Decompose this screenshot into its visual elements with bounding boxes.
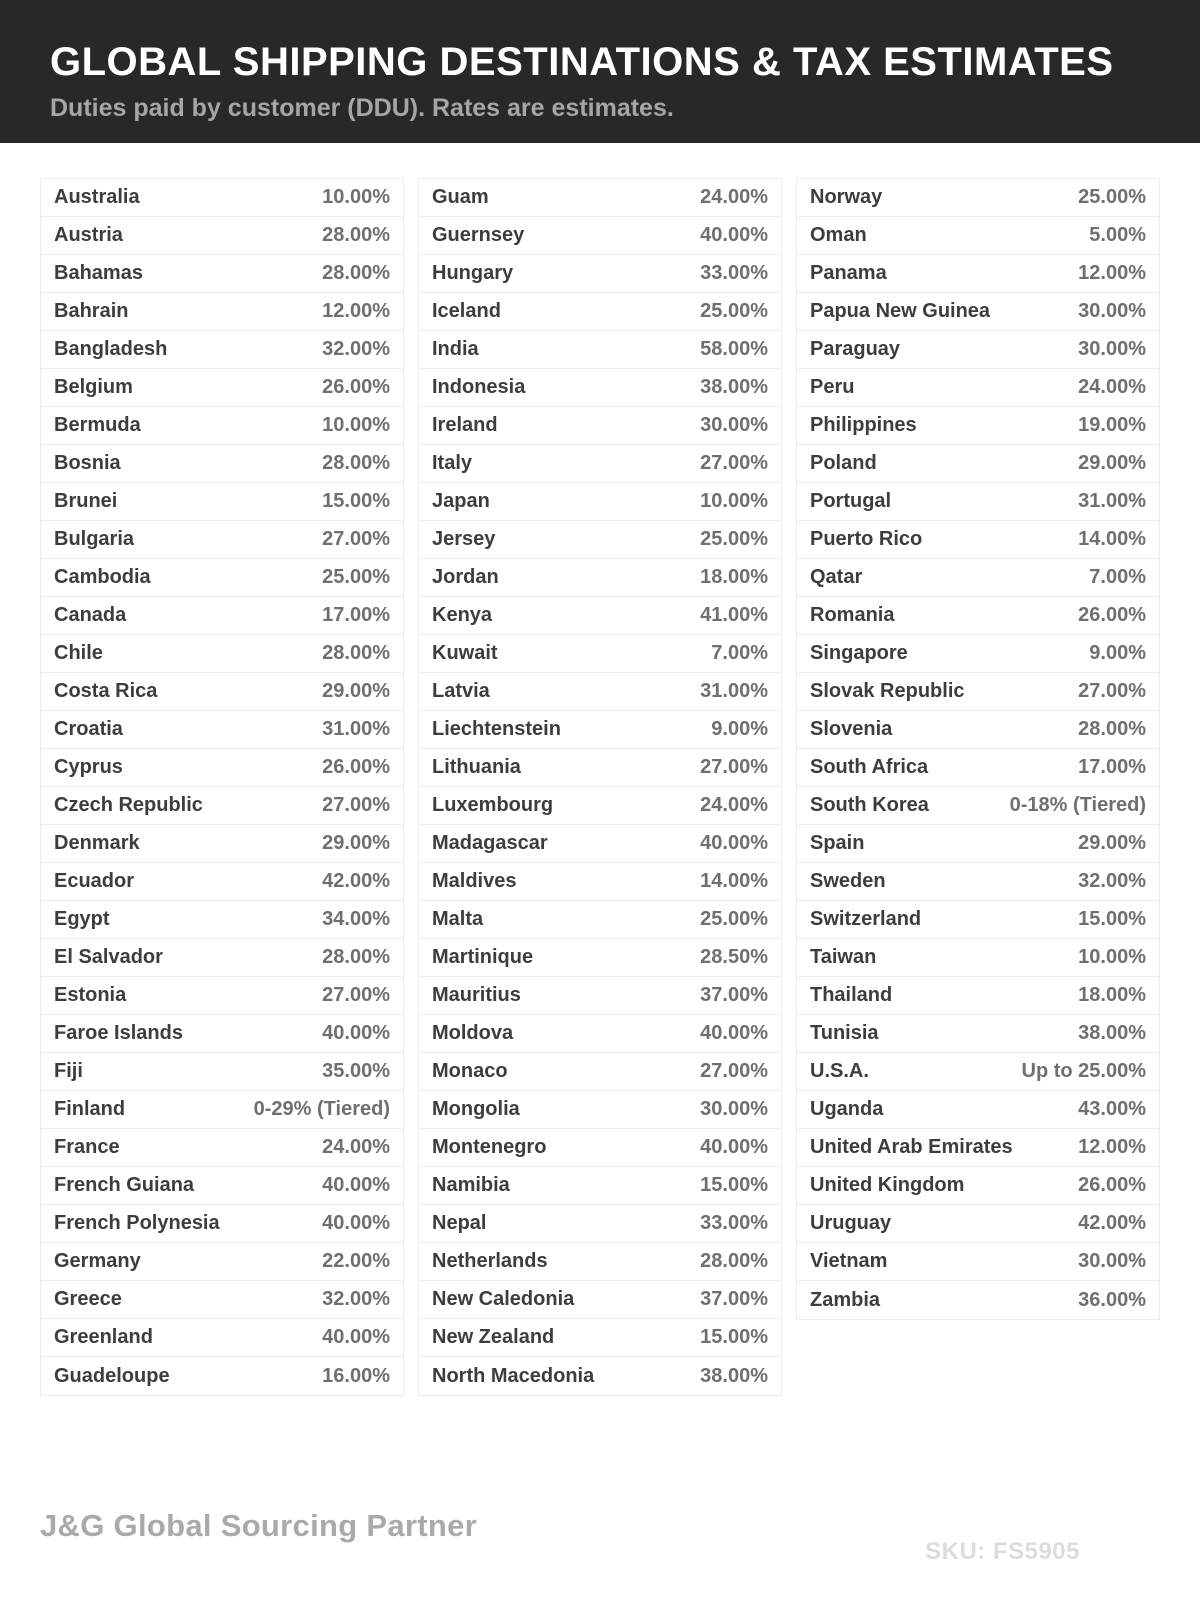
tax-rate: 29.00% xyxy=(322,832,390,854)
country-name: Bosnia xyxy=(54,452,121,474)
country-name: Mongolia xyxy=(432,1098,520,1120)
tax-rate: 34.00% xyxy=(322,908,390,930)
country-name: Bangladesh xyxy=(54,338,168,360)
country-name: France xyxy=(54,1136,120,1158)
tax-rate: 31.00% xyxy=(322,718,390,740)
country-name: Faroe Islands xyxy=(54,1022,183,1044)
tax-rate: 40.00% xyxy=(322,1212,390,1234)
tax-rate: 17.00% xyxy=(1078,756,1146,778)
country-name: Bermuda xyxy=(54,414,141,436)
tax-rate: 28.00% xyxy=(322,946,390,968)
table-row xyxy=(797,369,1159,407)
country-name: Brunei xyxy=(54,490,118,512)
table-row xyxy=(419,407,781,445)
table-row xyxy=(797,521,1159,559)
table-row xyxy=(419,293,781,331)
table-row xyxy=(41,255,403,293)
table-row xyxy=(41,179,403,217)
country-name: Nepal xyxy=(432,1212,487,1234)
tax-rate: 24.00% xyxy=(700,186,768,208)
table-row xyxy=(419,1205,781,1243)
tax-rate: 30.00% xyxy=(700,414,768,436)
tax-rate: 24.00% xyxy=(322,1136,390,1158)
country-name: Austria xyxy=(54,224,123,246)
tax-rate: 33.00% xyxy=(700,1212,768,1234)
tax-rate: 18.00% xyxy=(700,566,768,588)
country-name: Chile xyxy=(54,642,103,664)
tax-rate: 25.00% xyxy=(1078,186,1146,208)
table-row xyxy=(797,673,1159,711)
tax-rate: 26.00% xyxy=(1078,604,1146,626)
country-name: Jersey xyxy=(432,528,496,550)
table-row xyxy=(797,901,1159,939)
tax-rate: 27.00% xyxy=(322,528,390,550)
tax-rate: 35.00% xyxy=(322,1060,390,1082)
tax-rate: 38.00% xyxy=(700,1364,768,1387)
table-row xyxy=(419,939,781,977)
table-row xyxy=(797,1053,1159,1091)
table-row xyxy=(41,863,403,901)
table-row xyxy=(419,255,781,293)
tax-rate: 25.00% xyxy=(700,908,768,930)
tax-rate: 17.00% xyxy=(322,604,390,626)
table-row xyxy=(41,825,403,863)
tax-rate: 10.00% xyxy=(322,414,390,436)
tax-rate: 40.00% xyxy=(700,1136,768,1158)
country-name: Netherlands xyxy=(432,1250,548,1272)
country-name: French Guiana xyxy=(54,1174,195,1196)
tax-rate: 36.00% xyxy=(1078,1288,1146,1311)
country-name: Guernsey xyxy=(432,224,525,246)
table-row xyxy=(797,445,1159,483)
table-row xyxy=(41,1091,403,1129)
table-row xyxy=(41,1243,403,1281)
tax-rate: 32.00% xyxy=(322,1288,390,1310)
table-row xyxy=(797,1281,1159,1319)
table-row xyxy=(419,1129,781,1167)
table-row xyxy=(797,749,1159,787)
table-row xyxy=(419,1357,781,1395)
country-name: Madagascar xyxy=(432,832,548,854)
table-row xyxy=(797,1205,1159,1243)
country-name: Martinique xyxy=(432,946,534,968)
tax-rate: 24.00% xyxy=(700,794,768,816)
header-banner xyxy=(0,0,1200,143)
country-name: Denmark xyxy=(54,832,140,854)
table-row xyxy=(419,1015,781,1053)
table-row xyxy=(419,1319,781,1357)
table-row xyxy=(41,369,403,407)
country-name: Iceland xyxy=(432,300,501,322)
tax-rate: 58.00% xyxy=(700,338,768,360)
table-row xyxy=(41,217,403,255)
tax-rate: 22.00% xyxy=(322,1250,390,1272)
tax-rate: 27.00% xyxy=(700,452,768,474)
country-name: Oman xyxy=(810,224,867,246)
table-row xyxy=(41,1129,403,1167)
country-name: Puerto Rico xyxy=(810,528,923,550)
tax-rate: 5.00% xyxy=(1089,224,1146,246)
country-name: Qatar xyxy=(810,566,863,588)
table-row xyxy=(41,597,403,635)
country-name: Indonesia xyxy=(432,376,526,398)
table-row xyxy=(419,217,781,255)
country-name: Finland xyxy=(54,1098,126,1120)
country-name: Vietnam xyxy=(810,1250,888,1272)
tax-rate: 10.00% xyxy=(700,490,768,512)
country-name: Mauritius xyxy=(432,984,521,1006)
tax-rate: 43.00% xyxy=(1078,1098,1146,1120)
tax-rate: Up to 25.00% xyxy=(1021,1060,1146,1082)
table-row xyxy=(41,1053,403,1091)
tax-rate: 28.00% xyxy=(700,1250,768,1272)
country-name: Tunisia xyxy=(810,1022,879,1044)
tax-rate: 32.00% xyxy=(322,338,390,360)
table-row xyxy=(419,331,781,369)
country-name: Switzerland xyxy=(810,908,922,930)
tax-rate: 42.00% xyxy=(1078,1212,1146,1234)
table-row xyxy=(797,293,1159,331)
table-row xyxy=(797,1129,1159,1167)
table-row xyxy=(419,1281,781,1319)
page-subtitle: Duties paid by customer (DDU). Rates are estimates. xyxy=(50,94,674,122)
table-row xyxy=(41,445,403,483)
country-name: Slovenia xyxy=(810,718,893,740)
country-name: Slovak Republic xyxy=(810,680,965,702)
table-row xyxy=(797,483,1159,521)
page-title: GLOBAL SHIPPING DESTINATIONS & TAX ESTIMATES xyxy=(50,40,1114,84)
table-row xyxy=(419,521,781,559)
table-row xyxy=(419,1053,781,1091)
table-row xyxy=(41,1319,403,1357)
country-name: New Caledonia xyxy=(432,1288,575,1310)
country-name: Ecuador xyxy=(54,870,135,892)
table-row xyxy=(797,863,1159,901)
tax-rate: 40.00% xyxy=(322,1174,390,1196)
country-name: Czech Republic xyxy=(54,794,203,816)
table-row xyxy=(419,483,781,521)
country-name: Ireland xyxy=(432,414,498,436)
tax-rate: 42.00% xyxy=(322,870,390,892)
country-name: Papua New Guinea xyxy=(810,300,991,322)
tax-rate: 30.00% xyxy=(1078,300,1146,322)
country-name: Lithuania xyxy=(432,756,521,778)
country-name: Uruguay xyxy=(810,1212,892,1234)
tax-rate: 28.50% xyxy=(700,946,768,968)
country-name: Germany xyxy=(54,1250,141,1272)
table-row xyxy=(797,1015,1159,1053)
tax-rate: 26.00% xyxy=(1078,1174,1146,1196)
table-row xyxy=(419,977,781,1015)
tax-rate: 38.00% xyxy=(1078,1022,1146,1044)
tax-rate: 40.00% xyxy=(700,832,768,854)
table-row xyxy=(41,331,403,369)
country-name: Greece xyxy=(54,1288,122,1310)
tax-rate: 26.00% xyxy=(322,376,390,398)
table-row xyxy=(797,179,1159,217)
table-row xyxy=(797,825,1159,863)
country-name: New Zealand xyxy=(432,1326,555,1348)
country-name: Cambodia xyxy=(54,566,151,588)
table-row xyxy=(419,1243,781,1281)
country-name: Jordan xyxy=(432,566,499,588)
table-row xyxy=(41,901,403,939)
tax-rate: 27.00% xyxy=(700,756,768,778)
country-name: Singapore xyxy=(810,642,908,664)
country-name: Spain xyxy=(810,832,865,854)
tax-rate: 26.00% xyxy=(322,756,390,778)
country-name: Namibia xyxy=(432,1174,510,1196)
country-name: Panama xyxy=(810,262,887,284)
country-name: Japan xyxy=(432,490,490,512)
country-name: Uganda xyxy=(810,1098,884,1120)
tax-rate: 40.00% xyxy=(322,1326,390,1348)
country-name: Bahamas xyxy=(54,262,143,284)
table-row xyxy=(41,483,403,521)
country-name: United Arab Emirates xyxy=(810,1136,1013,1158)
country-name: Fiji xyxy=(54,1060,83,1082)
tax-rate: 15.00% xyxy=(700,1174,768,1196)
country-name: Canada xyxy=(54,604,127,626)
table-row xyxy=(41,407,403,445)
table-row xyxy=(41,787,403,825)
tax-rate: 32.00% xyxy=(1078,870,1146,892)
country-name: South Africa xyxy=(810,756,929,778)
tax-rate: 16.00% xyxy=(322,1364,390,1387)
country-name: Poland xyxy=(810,452,877,474)
tax-rate: 27.00% xyxy=(1078,680,1146,702)
country-name: Greenland xyxy=(54,1326,153,1348)
table-row xyxy=(797,597,1159,635)
table-row xyxy=(797,1091,1159,1129)
country-name: Estonia xyxy=(54,984,127,1006)
tax-rate: 15.00% xyxy=(700,1326,768,1348)
table-row xyxy=(419,825,781,863)
country-name: Costa Rica xyxy=(54,680,158,702)
country-name: Zambia xyxy=(810,1288,881,1311)
table-row xyxy=(419,901,781,939)
country-name: French Polynesia xyxy=(54,1212,220,1234)
table-row xyxy=(41,711,403,749)
table-row xyxy=(797,977,1159,1015)
tax-rate: 7.00% xyxy=(711,642,768,664)
table-row xyxy=(797,331,1159,369)
tax-rate: 15.00% xyxy=(322,490,390,512)
table-row xyxy=(797,1243,1159,1281)
tax-rate: 15.00% xyxy=(1078,908,1146,930)
tax-rate: 41.00% xyxy=(700,604,768,626)
brand-name: J&G Global Sourcing Partner xyxy=(40,1508,478,1543)
country-name: Norway xyxy=(810,186,883,208)
table-column-3 xyxy=(796,178,1160,1320)
table-row xyxy=(419,179,781,217)
country-name: Kenya xyxy=(432,604,493,626)
tax-rate: 29.00% xyxy=(1078,452,1146,474)
table-row xyxy=(41,1167,403,1205)
tax-rate: 40.00% xyxy=(700,224,768,246)
table-column-1 xyxy=(40,178,404,1396)
table-row xyxy=(797,407,1159,445)
country-name: U.S.A. xyxy=(810,1060,869,1082)
table-row xyxy=(419,369,781,407)
country-name: Paraguay xyxy=(810,338,901,360)
tax-rate: 40.00% xyxy=(700,1022,768,1044)
country-name: Malta xyxy=(432,908,484,930)
table-row xyxy=(419,787,781,825)
country-name: Monaco xyxy=(432,1060,508,1082)
table-row xyxy=(419,711,781,749)
tax-rate: 40.00% xyxy=(322,1022,390,1044)
country-name: Belgium xyxy=(54,376,133,398)
tax-rate: 7.00% xyxy=(1089,566,1146,588)
table-row xyxy=(797,1167,1159,1205)
country-name: Moldova xyxy=(432,1022,514,1044)
tax-rate: 37.00% xyxy=(700,1288,768,1310)
table-row xyxy=(419,445,781,483)
tax-rate: 25.00% xyxy=(322,566,390,588)
country-name: Australia xyxy=(54,186,140,208)
tax-rate: 9.00% xyxy=(1089,642,1146,664)
tax-rate: 28.00% xyxy=(322,262,390,284)
country-name: Hungary xyxy=(432,262,514,284)
country-name: Cyprus xyxy=(54,756,123,778)
tax-rate: 18.00% xyxy=(1078,984,1146,1006)
table-row xyxy=(797,255,1159,293)
tax-rate: 14.00% xyxy=(1078,528,1146,550)
table-row xyxy=(41,1357,403,1395)
tax-rate: 27.00% xyxy=(322,984,390,1006)
tax-rate: 31.00% xyxy=(700,680,768,702)
tax-rate: 29.00% xyxy=(1078,832,1146,854)
country-name: Bahrain xyxy=(54,300,129,322)
tax-rate: 25.00% xyxy=(700,300,768,322)
country-name: South Korea xyxy=(810,794,929,816)
table-row xyxy=(41,749,403,787)
table-row xyxy=(797,711,1159,749)
table-row xyxy=(419,749,781,787)
country-name: Egypt xyxy=(54,908,110,930)
country-name: Croatia xyxy=(54,718,123,740)
tax-rate: 37.00% xyxy=(700,984,768,1006)
country-name: Latvia xyxy=(432,680,490,702)
table-row xyxy=(41,977,403,1015)
country-name: Taiwan xyxy=(810,946,877,968)
table-row xyxy=(41,293,403,331)
table-row xyxy=(419,559,781,597)
table-row xyxy=(797,635,1159,673)
country-name: Maldives xyxy=(432,870,517,892)
tax-rate: 28.00% xyxy=(322,224,390,246)
table-row xyxy=(419,1167,781,1205)
table-row xyxy=(419,673,781,711)
tax-rate: 19.00% xyxy=(1078,414,1146,436)
table-row xyxy=(419,863,781,901)
tax-rate: 33.00% xyxy=(700,262,768,284)
country-name: Liechtenstein xyxy=(432,718,561,740)
country-name: Italy xyxy=(432,452,473,474)
tax-rate: 14.00% xyxy=(700,870,768,892)
country-name: North Macedonia xyxy=(432,1364,595,1387)
tax-rate: 38.00% xyxy=(700,376,768,398)
table-row xyxy=(797,939,1159,977)
table-column-2 xyxy=(418,178,782,1396)
country-name: Romania xyxy=(810,604,895,626)
tax-rate: 27.00% xyxy=(700,1060,768,1082)
tax-rate: 25.00% xyxy=(700,528,768,550)
country-name: Philippines xyxy=(810,414,917,436)
tax-rate: 31.00% xyxy=(1078,490,1146,512)
table-row xyxy=(41,939,403,977)
country-name: Sweden xyxy=(810,870,886,892)
tax-rate: 0-29% (Tiered) xyxy=(253,1098,390,1120)
tax-rate: 10.00% xyxy=(1078,946,1146,968)
tax-rate: 0-18% (Tiered) xyxy=(1009,794,1146,816)
tax-rate: 12.00% xyxy=(1078,1136,1146,1158)
country-name: Bulgaria xyxy=(54,528,135,550)
tax-rate: 12.00% xyxy=(322,300,390,322)
table-row xyxy=(41,673,403,711)
table-row xyxy=(41,635,403,673)
table-row xyxy=(797,559,1159,597)
country-name: Thailand xyxy=(810,984,893,1006)
country-name: Montenegro xyxy=(432,1136,547,1158)
country-name: United Kingdom xyxy=(810,1174,965,1196)
country-name: Guam xyxy=(432,186,489,208)
table-row xyxy=(797,787,1159,825)
tax-rate: 30.00% xyxy=(700,1098,768,1120)
tax-rate: 12.00% xyxy=(1078,262,1146,284)
tax-rate: 9.00% xyxy=(711,718,768,740)
table-row xyxy=(419,597,781,635)
country-name: India xyxy=(432,338,479,360)
tax-rate: 28.00% xyxy=(322,452,390,474)
tax-rate: 10.00% xyxy=(322,186,390,208)
country-name: Luxembourg xyxy=(432,794,554,816)
tax-rate: 30.00% xyxy=(1078,338,1146,360)
table-row xyxy=(41,1281,403,1319)
tax-rate: 28.00% xyxy=(322,642,390,664)
tax-rate: 29.00% xyxy=(322,680,390,702)
tax-rate: 24.00% xyxy=(1078,376,1146,398)
tax-rate: 30.00% xyxy=(1078,1250,1146,1272)
tax-rate-table xyxy=(40,178,1160,1396)
tax-rate: 27.00% xyxy=(322,794,390,816)
table-row xyxy=(41,1205,403,1243)
tax-rate: 28.00% xyxy=(1078,718,1146,740)
sku-label: SKU: FS5905 xyxy=(925,1538,1080,1565)
country-name: Peru xyxy=(810,376,855,398)
table-row xyxy=(41,559,403,597)
table-row xyxy=(419,1091,781,1129)
table-row xyxy=(419,635,781,673)
table-row xyxy=(41,1015,403,1053)
table-row xyxy=(41,521,403,559)
country-name: Kuwait xyxy=(432,642,498,664)
country-name: Portugal xyxy=(810,490,892,512)
country-name: Guadeloupe xyxy=(54,1364,170,1387)
country-name: El Salvador xyxy=(54,946,163,968)
table-row xyxy=(797,217,1159,255)
